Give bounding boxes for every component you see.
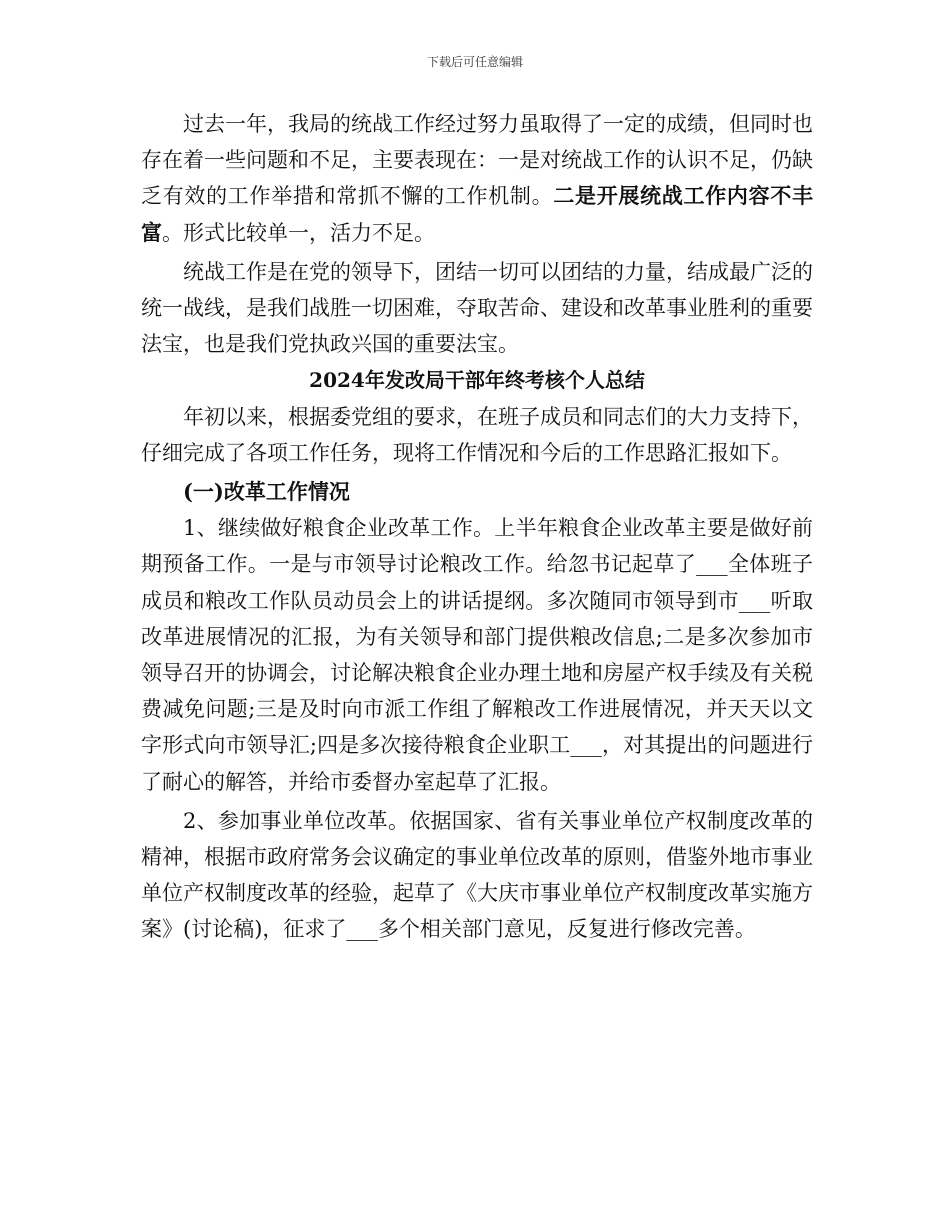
paragraph-intro: 年初以来，根据委党组的要求，在班子成员和同志们的大力支持下，仔细完成了各项工作任务，现将工作情况和今后的工作思路汇报如下。 [141,404,813,465]
document-body [141,106,813,948]
paragraph-grain-reform: 1、继续做好粮食企业改革工作。上半年粮食企业改革主要是做好前期预备工作。一是与市领导讨论粮改工作。给忽书记起草了___全体班子成员和粮改工作队员动员会上的讲话提纲。多次随同市领导到市___听取改革进展情况的汇报，为有关领导和部门提供粮改信息;二是多次参加市领导召开的协调会，讨论解决粮食企业办理土地和房屋产权手续及有关税费减免问题;三是及时向市派工作组了解粮改工作进展情况，并天天以文字形式向市领导汇;四是多次接待粮食企业职工___，对其提出的问题进行了耐心的解答，并给市委督办室起草了汇报。 [141,516,813,794]
paragraph-united-front-problems [141,106,813,251]
header-note: 下载后可任意编辑 [426,55,523,69]
paragraph-text: 。形式比较单一，活力不足。 [162,220,435,245]
paragraph-united-front-role: 统战工作是在党的领导下，团结一切可以团结的力量，结成最广泛的统一战线，是我们战胜一切困难，夺取苦命、建设和改革事业胜利的重要法宝，也是我们党执政兴国的重要法宝。 [141,259,813,357]
document-title: 2024年发改局干部年终考核个人总结 [309,368,645,393]
paragraph-public-institution-reform: 2、参加事业单位改革。依据国家、省有关事业单位产权制度改革的精神，根据市政府常务会议确定的事业单位改革的原则，借鉴外地市事业单位产权制度改革的经验，起草了《大庆市事业单位产权制度改革实施方案》(讨论稿)，征求了___多个相关部门意见，反复进行修改完善。 [141,808,813,942]
paragraph-text: 过去一年，我局的统战工作经过努力虽取得了一定的成绩，但同时也存在着一些问题和不足，主要表现在：一是对统战工作的认识不足，仍缺乏有效的工作举措和常抓不懈的工作机制。 [141,112,813,209]
bold-phrase: 二是开展统战工作内容不丰富 [141,183,814,245]
section-heading-reform: (一)改革工作情况 [183,479,350,505]
